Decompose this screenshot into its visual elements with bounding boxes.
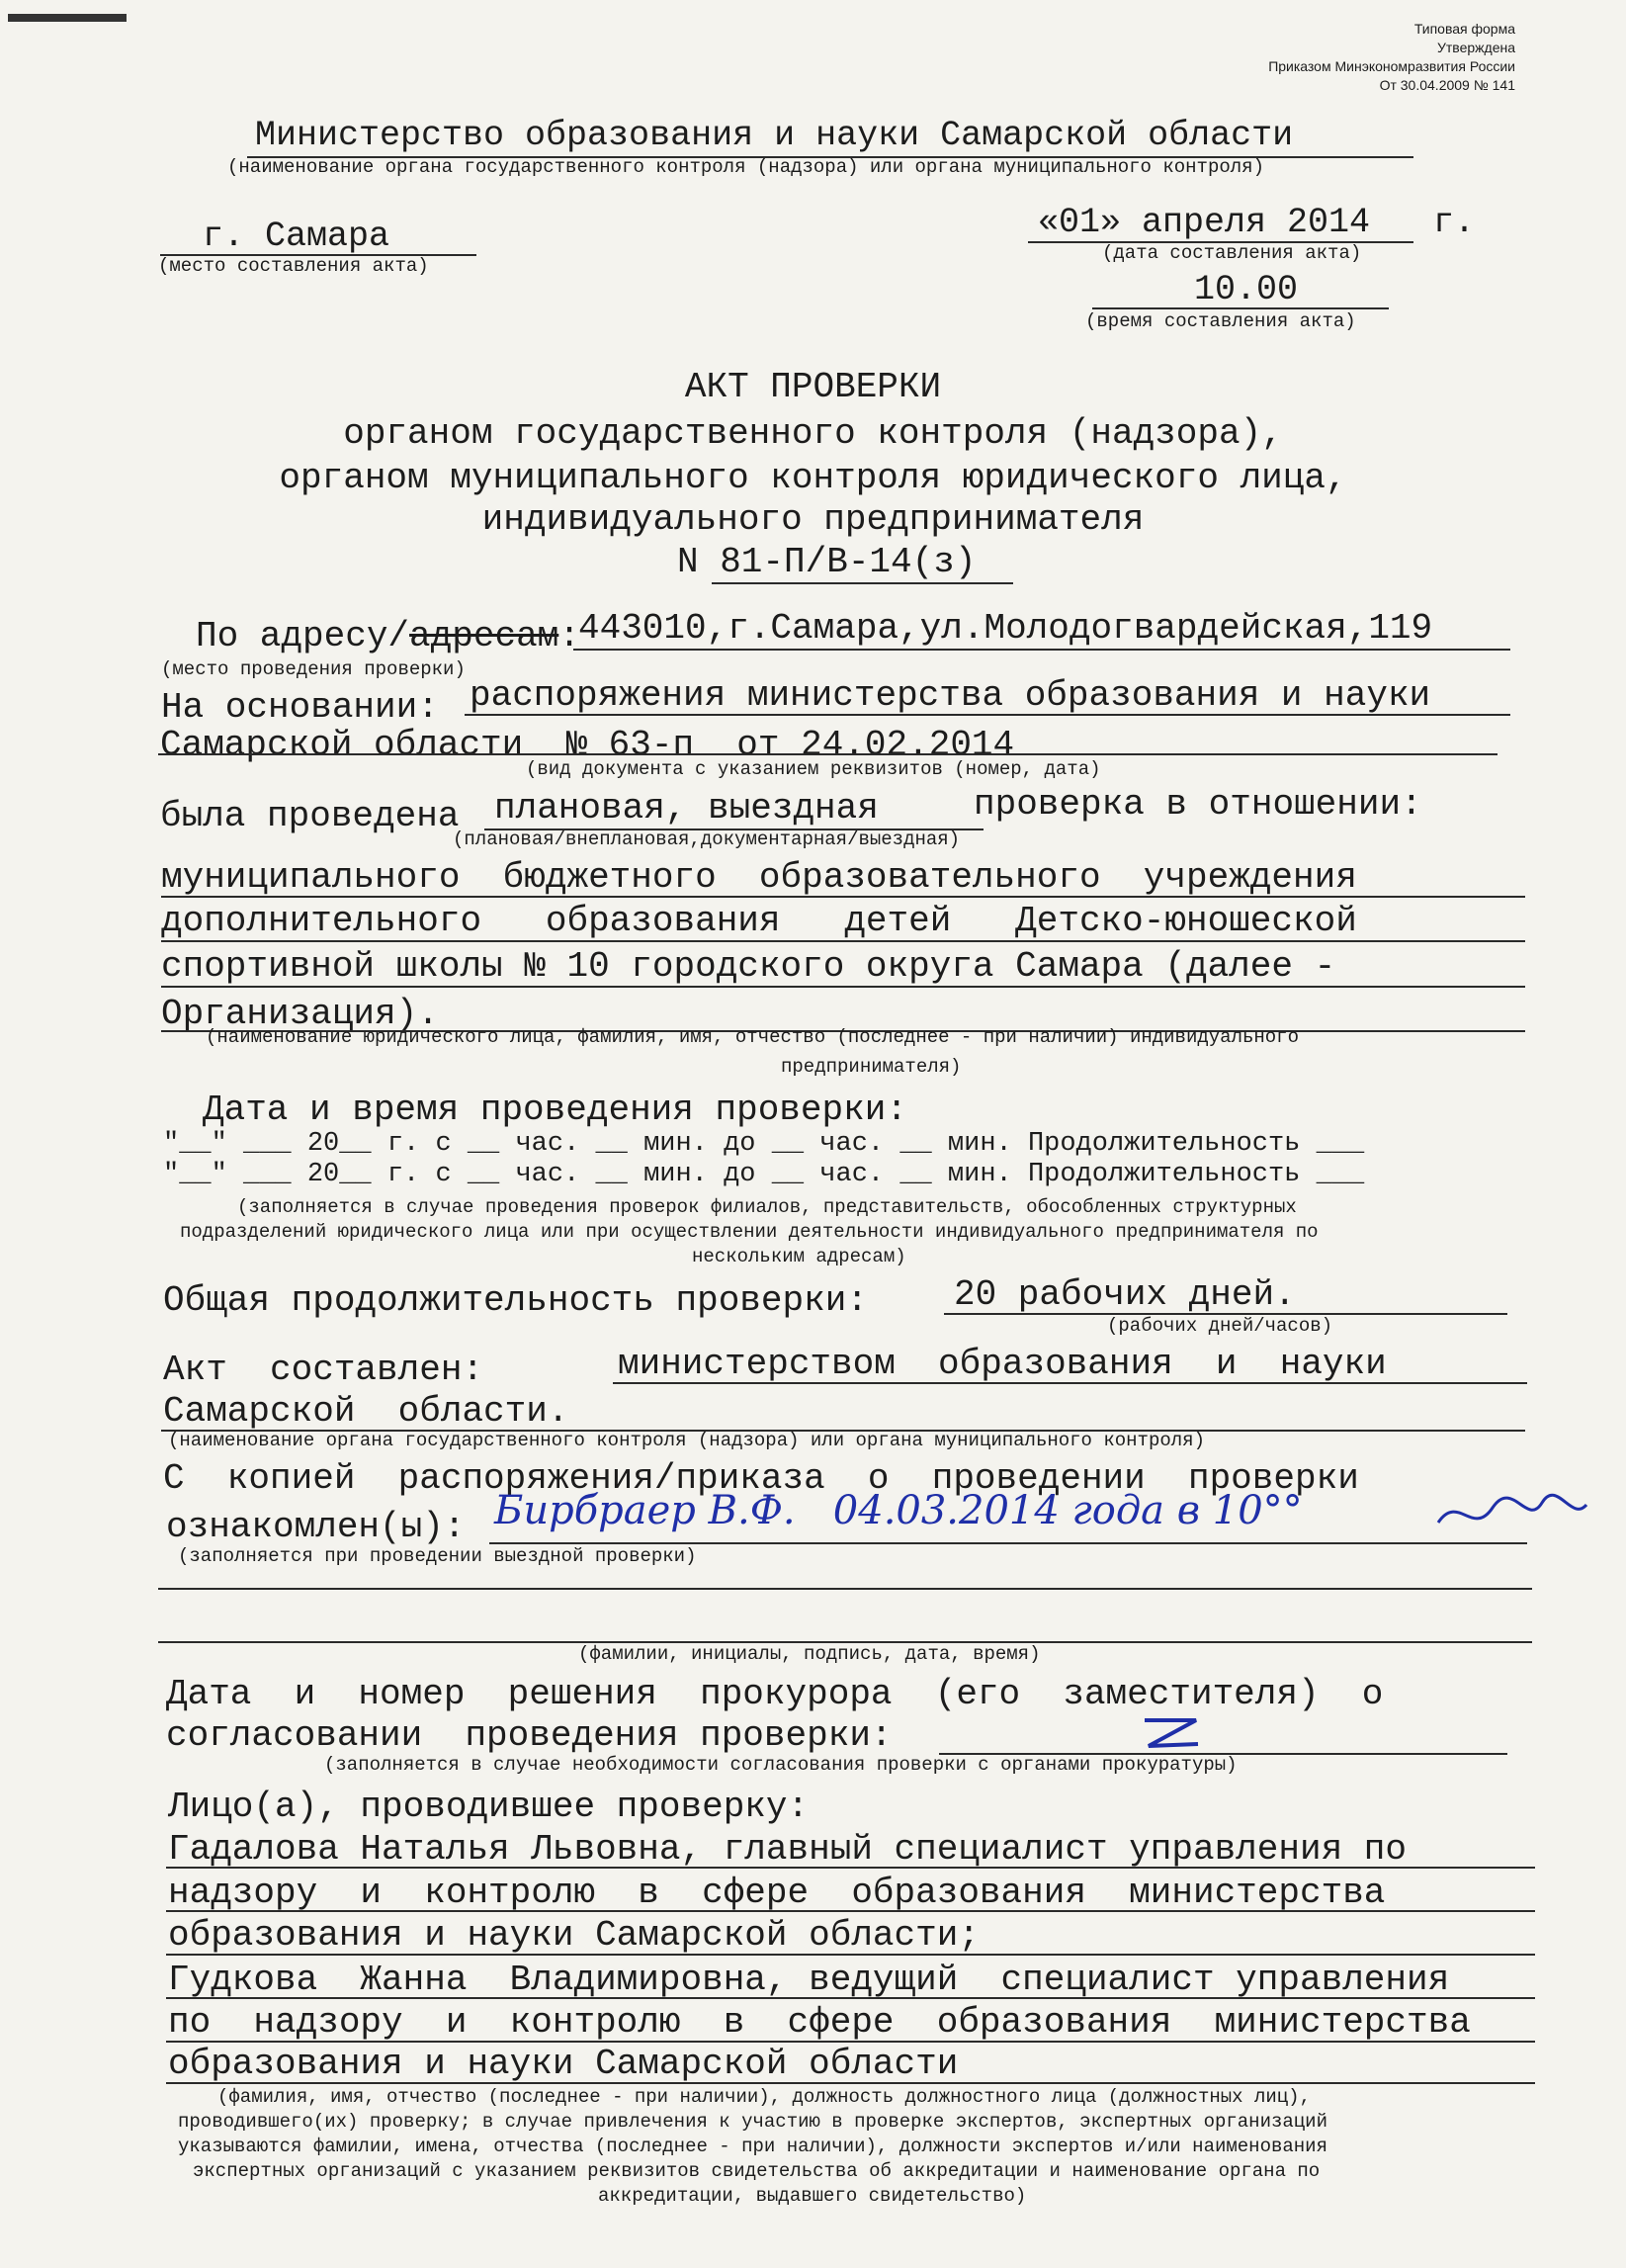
acquainted-caption: (заполняется при проведении выездной проверки) [178, 1545, 697, 1567]
acquainted-underline [489, 1542, 1527, 1544]
inspection-value: плановая, выездная [494, 788, 879, 829]
address-value: 443010,г.Самара,ул.Молодогвардейская,119 [578, 608, 1433, 649]
basis-caption: (вид документа с указанием реквизитов (номер, дата) [526, 758, 1101, 780]
inspector-underline-5 [166, 2041, 1535, 2043]
inspector-underline-6 [166, 2082, 1535, 2084]
inspector-line-6: образования и науки Самарской области [168, 2044, 959, 2084]
inspector-line-5: по надзору и контролю в сфере образования министерства [168, 2002, 1471, 2043]
inspection-prefix: была проведена [160, 796, 460, 836]
act-number: N 81-П/В-14(з) [677, 542, 977, 582]
form-order: Приказом Минэкономразвития России [1268, 58, 1515, 74]
basis-underline-1 [465, 714, 1510, 716]
prosecutor-caption: (заполняется в случае необходимости согласования проверки с органами прокуратуры) [324, 1754, 1238, 1776]
inspection-caption: (плановая/внеплановая,документарная/выездная) [453, 829, 961, 850]
form-type: Типовая форма [1413, 21, 1515, 37]
date-value: «01» апреля 2014 [1038, 203, 1371, 242]
acquainted-label: ознакомлен(ы): [166, 1507, 466, 1547]
compiled-label: Акт составлен: [163, 1350, 484, 1390]
authority-caption: (наименование органа государственного контроля (надзора) или органа муниципального контроля) [227, 156, 1264, 178]
signature-scribble [1433, 1483, 1591, 1542]
entity-line-3: спортивной школы № 10 городского округа Самара (далее - [161, 946, 1336, 987]
inspectors-caption-3: указываются фамилии, имена, отчества (последнее - при наличии), должности экспертов и/или наименования [178, 2136, 1327, 2157]
datetime-caption-1: (заполняется в случае проведения проверок филиалов, представительств, обособленных структурных [237, 1196, 1297, 1218]
duration-caption: (рабочих дней/часов) [1107, 1315, 1333, 1337]
address-caption: (место проведения проверки) [161, 658, 466, 680]
act-subtitle-1: органом государственного контроля (надзора), [343, 413, 1283, 454]
prosecutor-line-2: согласовании проведения проверки: [166, 1715, 893, 1756]
datetime-row-1: "__" ___ 20__ г. с __ час. __ мин. до __ час. __ мин. Продолжительность ___ [163, 1129, 1365, 1159]
inspector-underline-2 [166, 1910, 1535, 1912]
compiled-caption: (наименование органа государственного контроля (надзора) или органа муниципального контроля) [168, 1430, 1205, 1451]
entity-line-4: Организация). [161, 994, 439, 1034]
acquainted-blank-1 [158, 1588, 1532, 1590]
basis-underline-2 [158, 753, 1498, 755]
acquainted-line-1: С копией распоряжения/приказа о проведении проверки [163, 1458, 1359, 1499]
act-title: АКТ ПРОВЕРКИ [684, 367, 942, 407]
place-caption: (место составления акта) [158, 255, 429, 277]
compiled-value-1: министерством образования и науки [618, 1344, 1387, 1384]
inspectors-caption-1: (фамилия, имя, отчество (последнее - при наличии), должность должностного лица (должностных лиц), [217, 2086, 1311, 2108]
inspectors-caption-5: аккредитации, выдавшего свидетельство) [598, 2185, 1027, 2207]
duration-label: Общая продолжительность проверки: [163, 1280, 868, 1321]
place-value: г. Самара [203, 217, 390, 256]
inspector-line-3: образования и науки Самарской области; [168, 1915, 980, 1956]
entity-underline-1 [161, 896, 1525, 898]
authority-name: Министерство образования и науки Самарской области [255, 116, 1294, 155]
act-subtitle-2: органом муниципального контроля юридического лица, [279, 458, 1347, 498]
act-number-underline [712, 582, 1013, 584]
address-underline [573, 649, 1510, 651]
date-suffix: г. [1433, 203, 1476, 242]
datetime-label: Дата и время проведения проверки: [203, 1090, 907, 1130]
act-subtitle-3: индивидуального предпринимателя [481, 499, 1145, 540]
entity-underline-3 [161, 986, 1525, 988]
entity-caption-2: предпринимателя) [781, 1056, 962, 1078]
inspectors-caption-2: проводившего(их) проверку; в случае привлечения к участию в проверке экспертов, экспертных организаций [178, 2111, 1327, 2133]
form-approved: Утверждена [1437, 40, 1515, 55]
acquainted-caption-2: (фамилии, инициалы, подпись, дата, время) [578, 1643, 1041, 1665]
form-order-date: От 30.04.2009 № 141 [1379, 77, 1515, 93]
handwritten-acquaintance: Бирбраер В.Ф. 04.03.2014 года в 10°° [494, 1488, 1303, 1533]
address-label: По адресу/адресам: [196, 616, 580, 656]
scan-mark [8, 14, 127, 22]
inspector-line-2: надзору и контролю в сфере образования министерства [168, 1873, 1386, 1913]
inspection-suffix: проверка в отношении: [974, 784, 1422, 825]
entity-underline-2 [161, 940, 1525, 942]
inspectors-caption-4: экспертных организаций с указанием реквизитов свидетельства об аккредитации и наименование органа по [193, 2160, 1321, 2182]
inspector-underline-4 [166, 1997, 1535, 1999]
compiled-underline-1 [613, 1382, 1527, 1384]
duration-value: 20 рабочих дней. [954, 1274, 1296, 1315]
inspector-underline-1 [166, 1867, 1535, 1869]
basis-value-2: Самарской области № 63-п от 24.02.2014 [160, 725, 1015, 765]
inspector-line-4: Гудкова Жанна Владимировна, ведущий специалист управления [168, 1960, 1450, 2000]
basis-label: На основании: [161, 687, 439, 728]
dash-mark [1137, 1712, 1206, 1752]
inspector-underline-3 [166, 1954, 1535, 1956]
entity-line-2: дополнительного образования детей Детско-юношеской [161, 901, 1357, 941]
inspectors-label: Лицо(а), проводившее проверку: [168, 1787, 810, 1827]
date-caption: (дата составления акта) [1102, 242, 1362, 264]
entity-caption-1: (наименование юридического лица, фамилия, имя, отчество (последнее - при наличии) индивидуального [206, 1026, 1299, 1048]
basis-value-1: распоряжения министерства образования и науки [470, 675, 1431, 716]
time-underline [1092, 307, 1389, 309]
time-value: 10.00 [1194, 270, 1299, 309]
inspector-line-1: Гадалова Наталья Львовна, главный специалист управления по [168, 1829, 1408, 1870]
entity-line-1: муниципального бюджетного образовательного учреждения [161, 857, 1357, 898]
datetime-row-2: "__" ___ 20__ г. с __ час. __ мин. до __ час. __ мин. Продолжительность ___ [163, 1160, 1365, 1189]
datetime-caption-2: подразделений юридического лица или при осуществлении деятельности индивидуального предпринимателя по [180, 1221, 1319, 1243]
compiled-value-2: Самарской области. [163, 1391, 569, 1432]
datetime-caption-3: нескольким адресам) [692, 1246, 906, 1267]
prosecutor-line-1: Дата и номер решения прокурора (его заместителя) о [166, 1674, 1384, 1714]
time-caption: (время составления акта) [1085, 310, 1356, 332]
